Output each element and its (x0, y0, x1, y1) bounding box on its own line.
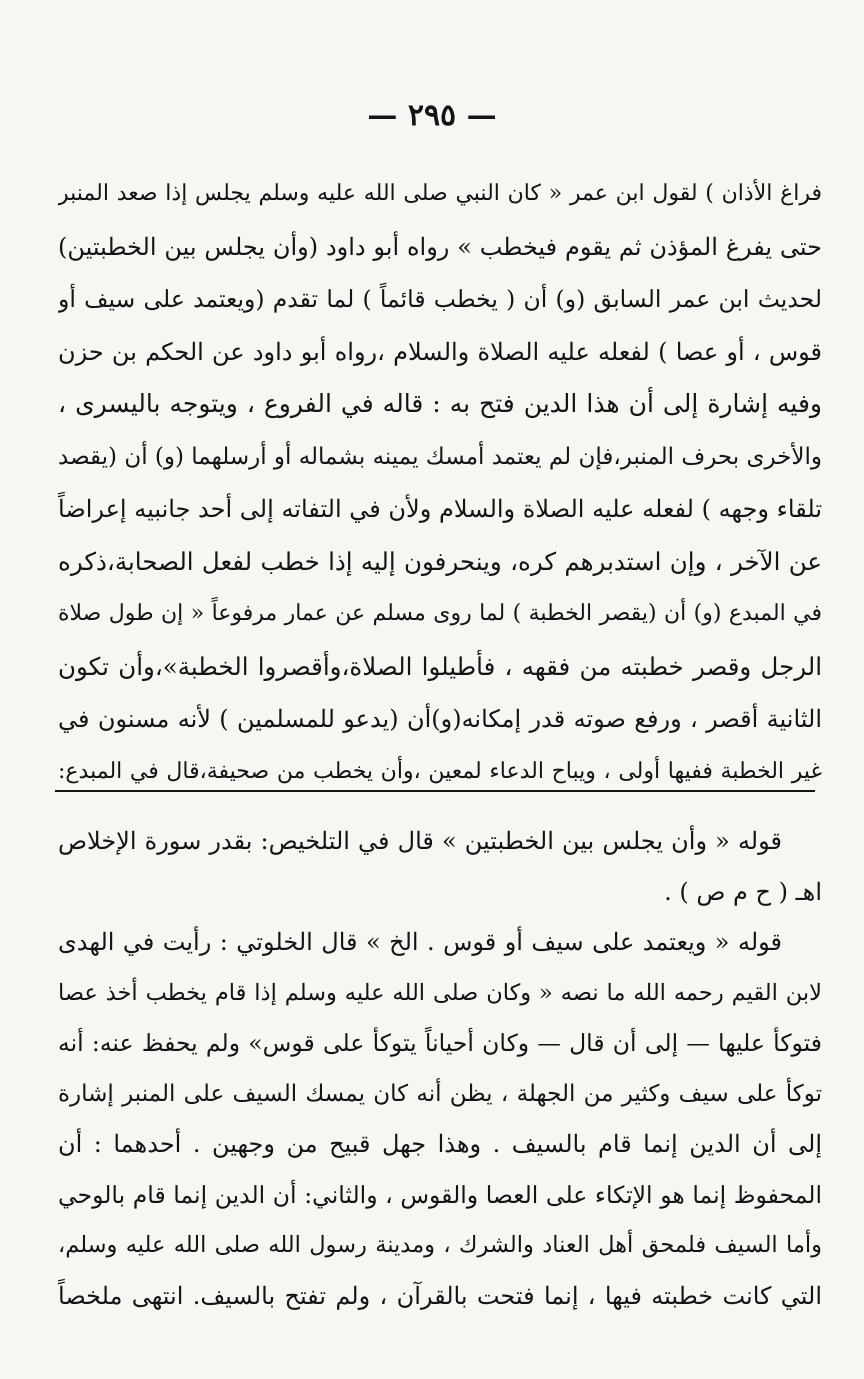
footnote-line: المحفوظ إنما هو الإتكاء على العصا والقوس ، والثاني: أن الدين إنما قام بالوحي (58, 1180, 822, 1209)
footnote-line: فتوكأ عليها — إلى أن قال — وكان أحياناً يتوكأ على قوس» ولم يحفظ عنه: أنه (58, 1029, 822, 1057)
text-line: غير الخطبة ففيها أولى ، ويباح الدعاء لمعين ،وأن يخطب من صحيفة،قال في المبدع: (58, 758, 822, 784)
footnote-line: لابن القيم رحمه الله ما نصه « وكان صلى الله عليه وسلم إذا قام يخطب أخذ عصا (58, 979, 822, 1006)
page-number: — ٢٩٥ — (367, 98, 497, 133)
text-line: والأخرى بحرف المنبر،فإن لم يعتمد أمسك يمينه بشماله أو أرسلهما (و) أن (يقصد (58, 443, 822, 470)
footnote-line: وأما السيف فلمحق أهل العناد والشرك ، ومدينة رسول الله صلى الله عليه وسلم، (58, 1232, 822, 1258)
text-line: لحديث ابن عمر السابق (و) أن ( يخطب قائماً ) لما تقدم (ويعتمد على سيف أو (58, 285, 822, 313)
footnote-line: توكأ على سيف وكثير من الجهلة ، يظن أنه كان يمسك السيف على المنبر إشارة (58, 1080, 822, 1107)
text-line: في المبدع (و) أن (يقصر الخطبة ) لما روى مسلم عن عمار مرفوعاً « إن طول صلاة (58, 601, 822, 626)
text-line: قوس ، أو عصا ) لفعله عليه الصلاة والسلام ،رواه أبو داود عن الحكم بن حزن (58, 337, 822, 366)
text-line: حتى يفرغ المؤذن ثم يقوم فيخطب » رواه أبو داود (وأن يجلس بين الخطبتين) (58, 232, 822, 261)
footnote-line: التي كانت خطبته فيها ، إنما فتحت بالقرآن ، ولم تفتح بالسيف. انتهى ملخصاً (58, 1281, 822, 1310)
main-text (58, 168, 822, 798)
footnotes (58, 816, 822, 1321)
text-line: فراغ الأذان ) لقول ابن عمر « كان النبي صلى الله عليه وسلم يجلس إذا صعد المنبر (58, 181, 822, 206)
footnote-line: قوله « ويعتمد على سيف أو قوس . الخ » قال الخلوتي : رأيت في الهدى (58, 928, 782, 956)
text-line: الرجل وقصر خطبته من فقهه ، فأطيلوا الصلاة،وأقصروا الخطبة»،وأن تكون (58, 651, 822, 681)
text-line: الثانية أقصر ، ورفع صوته قدر إمكانه(و)أن (يدعو للمسلمين ) لأنه مسنون في (58, 705, 822, 733)
text-line: عن الآخر ، وإن استدبرهم كره، وينحرفون إليه إذا خطب لفعل الصحابة،ذكره (58, 546, 822, 576)
footnote-line: قوله « وأن يجلس بين الخطبتين » قال في التلخيص: بقدر سورة الإخلاص (58, 827, 782, 855)
text-line: وفيه إشارة إلى أن هذا الدين فتح به : قاله في الفروع ، ويتوجه باليسرى ، (58, 389, 822, 418)
footnote-line: إلى أن الدين إنما قام بالسيف . وهذا جهل قبيح من وجهين . أحدهما : أن (58, 1130, 822, 1158)
text-line: تلقاء وجهه ) لفعله عليه الصلاة والسلام ولأن في التفاته إلى أحد جانبيه إعراضاً (58, 495, 822, 523)
footnote-line: اهـ ( ح م ص ) . (664, 877, 822, 906)
footnote-divider (55, 790, 815, 792)
